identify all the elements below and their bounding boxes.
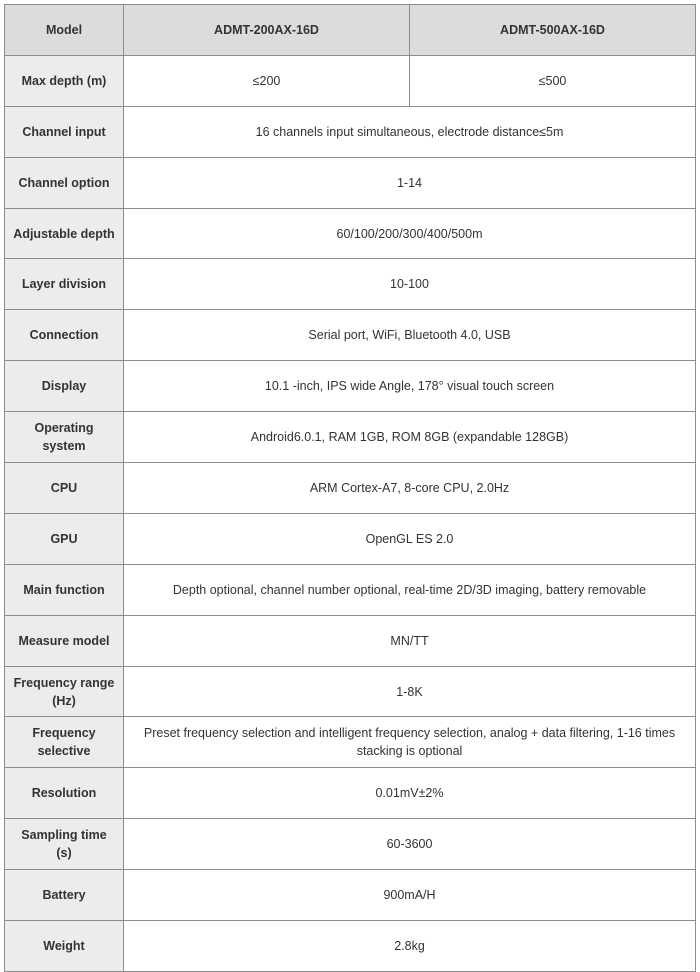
spec-value: 2.8kg [124, 921, 696, 972]
spec-row-channel-option [5, 157, 696, 208]
spec-row-display [5, 361, 696, 412]
spec-table-header [5, 5, 696, 56]
spec-table-body [5, 55, 696, 971]
model-b-name: ADMT-500AX-16D [410, 5, 696, 56]
spec-row-frequency-range [5, 666, 696, 717]
spec-value: Preset frequency selection and intelligent frequency selection, analog + data filtering, 1-16 times stacking is optional [124, 717, 696, 768]
spec-label: Adjustable depth [5, 208, 124, 259]
spec-row-main-function [5, 564, 696, 615]
spec-label: Display [5, 361, 124, 412]
spec-value: Android6.0.1, RAM 1GB, ROM 8GB (expandable 128GB) [124, 412, 696, 463]
spec-row-sampling-time [5, 819, 696, 870]
spec-label: Channel option [5, 157, 124, 208]
spec-label: Battery [5, 870, 124, 921]
spec-label: Layer division [5, 259, 124, 310]
spec-row-weight [5, 921, 696, 972]
spec-label: Channel input [5, 106, 124, 157]
spec-label: Frequency range (Hz) [5, 666, 124, 717]
spec-value: 10.1 -inch, IPS wide Angle, 178° visual touch screen [124, 361, 696, 412]
spec-value: 60/100/200/300/400/500m [124, 208, 696, 259]
spec-value: Depth optional, channel number optional, real-time 2D/3D imaging, battery removable [124, 564, 696, 615]
spec-value: OpenGL ES 2.0 [124, 513, 696, 564]
spec-row-battery [5, 870, 696, 921]
spec-table [4, 4, 696, 972]
spec-label: Resolution [5, 768, 124, 819]
spec-label: Frequency selective [5, 717, 124, 768]
spec-row-resolution [5, 768, 696, 819]
model-label: Model [5, 5, 124, 56]
model-a-name: ADMT-200AX-16D [124, 5, 410, 56]
spec-value: Serial port, WiFi, Bluetooth 4.0, USB [124, 310, 696, 361]
spec-label: Weight [5, 921, 124, 972]
spec-row-cpu [5, 463, 696, 514]
spec-label: Measure model [5, 615, 124, 666]
spec-row-max-depth [5, 55, 696, 106]
spec-value-model-b: ≤500 [410, 55, 696, 106]
spec-row-connection [5, 310, 696, 361]
spec-value: 1-8K [124, 666, 696, 717]
spec-value: 60-3600 [124, 819, 696, 870]
spec-label: CPU [5, 463, 124, 514]
spec-label: Sampling time (s) [5, 819, 124, 870]
spec-value: 1-14 [124, 157, 696, 208]
spec-row-frequency-selective [5, 717, 696, 768]
spec-value: 0.01mV±2% [124, 768, 696, 819]
spec-value: ARM Cortex-A7, 8-core CPU, 2.0Hz [124, 463, 696, 514]
spec-value: 16 channels input simultaneous, electrode distance≤5m [124, 106, 696, 157]
spec-row-measure-model [5, 615, 696, 666]
spec-label: Main function [5, 564, 124, 615]
spec-row-adjustable-depth [5, 208, 696, 259]
spec-value: 900mA/H [124, 870, 696, 921]
spec-label: Operating system [5, 412, 124, 463]
spec-value: 10-100 [124, 259, 696, 310]
spec-row-layer-division [5, 259, 696, 310]
header-row [5, 5, 696, 56]
spec-row-gpu [5, 513, 696, 564]
spec-value: MN/TT [124, 615, 696, 666]
spec-row-operating-system [5, 412, 696, 463]
spec-row-channel-input [5, 106, 696, 157]
spec-label: GPU [5, 513, 124, 564]
spec-value-model-a: ≤200 [124, 55, 410, 106]
spec-label: Connection [5, 310, 124, 361]
spec-label: Max depth (m) [5, 55, 124, 106]
